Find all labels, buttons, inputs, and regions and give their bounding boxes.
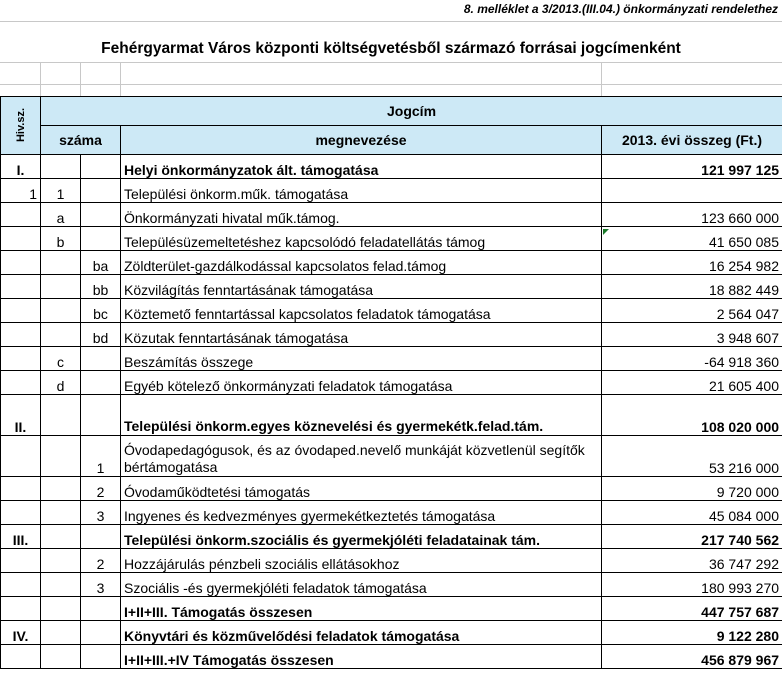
row-szama-1: b bbox=[41, 227, 81, 251]
table-row bbox=[1, 549, 782, 573]
table-row bbox=[1, 621, 782, 645]
table-row bbox=[1, 227, 782, 251]
row-szama-2: bc bbox=[81, 299, 121, 323]
row-megnevezes: Zöldterület-gazdálkodással kapcsolatos felad.támog bbox=[121, 251, 602, 275]
row-szama-2 bbox=[81, 155, 121, 179]
row-szama-1 bbox=[41, 645, 81, 669]
row-osszeg: 217 740 562 bbox=[602, 525, 782, 549]
row-szama-2 bbox=[81, 227, 121, 251]
row-megnevezes: Településüzemeltetéshez kapcsolódó feladatellátás támog bbox=[121, 227, 602, 251]
row-szama-1 bbox=[41, 621, 81, 645]
row-osszeg: 108 020 000 bbox=[602, 395, 782, 436]
row-szama-2: 3 bbox=[81, 573, 121, 597]
row-megnevezes: Egyéb kötelező önkormányzati feladatok támogatása bbox=[121, 371, 602, 395]
row-osszeg: 447 757 687 bbox=[602, 597, 782, 621]
row-megnevezes: I+II+III.+IV Támogatás összesen bbox=[121, 645, 602, 669]
row-szama-2 bbox=[81, 645, 121, 669]
table-row bbox=[1, 323, 782, 347]
row-szama-2 bbox=[81, 371, 121, 395]
row-megnevezes: I+II+III. Támogatás összesen bbox=[121, 597, 602, 621]
row-szama-2 bbox=[81, 621, 121, 645]
row-megnevezes: Hozzájárulás pénzbeli szociális ellátásokhoz bbox=[121, 549, 602, 573]
row-szama-2 bbox=[81, 203, 121, 227]
row-hivsz bbox=[1, 203, 41, 227]
table-row bbox=[1, 371, 782, 395]
row-osszeg: 2 564 047 bbox=[602, 299, 782, 323]
row-megnevezes: Óvodapedagógusok, és az óvodaped.nevelő munkáját közvetlenül segítők bértámogatása bbox=[121, 436, 602, 477]
row-szama-1 bbox=[41, 155, 81, 179]
row-szama-1 bbox=[41, 597, 81, 621]
table-row bbox=[1, 251, 782, 275]
row-hivsz: IV. bbox=[1, 621, 41, 645]
header-jogcim: Jogcím bbox=[41, 97, 782, 126]
row-szama-2: 2 bbox=[81, 477, 121, 501]
row-szama-1 bbox=[41, 323, 81, 347]
row-osszeg: 41 650 085 bbox=[602, 227, 782, 251]
row-megnevezes: Közutak fenntartásának támogatása bbox=[121, 323, 602, 347]
table-row bbox=[1, 501, 782, 525]
row-hivsz bbox=[1, 371, 41, 395]
row-megnevezes: Közvilágítás fenntartásának támogatása bbox=[121, 275, 602, 299]
row-osszeg: 123 660 000 bbox=[602, 203, 782, 227]
table-row bbox=[1, 597, 782, 621]
row-osszeg: 53 216 000 bbox=[602, 436, 782, 477]
table-row bbox=[1, 347, 782, 371]
row-szama-2 bbox=[81, 597, 121, 621]
row-hivsz bbox=[1, 645, 41, 669]
row-szama-2 bbox=[81, 395, 121, 436]
header-szama: száma bbox=[41, 126, 121, 155]
funding-table bbox=[0, 96, 782, 669]
row-szama-1 bbox=[41, 299, 81, 323]
row-szama-2: ba bbox=[81, 251, 121, 275]
row-megnevezes: Köztemető fenntartással kapcsolatos feladatok támogatása bbox=[121, 299, 602, 323]
comment-marker bbox=[603, 229, 609, 235]
row-megnevezes: Ingyenes és kedvezményes gyermekétkeztetés támogatása bbox=[121, 501, 602, 525]
header-megnevezese: megnevezése bbox=[121, 126, 602, 155]
row-szama-2 bbox=[81, 347, 121, 371]
page-title: Fehérgyarmat Város központi költségvetésből származó forrásai jogcímenként bbox=[101, 40, 681, 57]
row-osszeg: 18 882 449 bbox=[602, 275, 782, 299]
row-hivsz bbox=[1, 597, 41, 621]
row-megnevezes: Könyvtári és közművelődési feladatok támogatása bbox=[121, 621, 602, 645]
row-hivsz bbox=[1, 501, 41, 525]
header-osszeg: 2013. évi összeg (Ft.) bbox=[602, 126, 782, 155]
row-megnevezes: Települési önkorm.egyes köznevelési és gyermekétk.felad.tám. bbox=[121, 395, 602, 436]
row-hivsz bbox=[1, 275, 41, 299]
table-row bbox=[1, 203, 782, 227]
row-szama-1 bbox=[41, 436, 81, 477]
table-row bbox=[1, 275, 782, 299]
row-osszeg: 180 993 270 bbox=[602, 573, 782, 597]
row-hivsz bbox=[1, 477, 41, 501]
row-szama-1 bbox=[41, 573, 81, 597]
row-osszeg: -64 918 360 bbox=[602, 347, 782, 371]
row-osszeg: 121 997 125 bbox=[602, 155, 782, 179]
row-hivsz bbox=[1, 573, 41, 597]
row-megnevezes: Szociális -és gyermekjóléti feladatok támogatása bbox=[121, 573, 602, 597]
annex-note: 8. melléklet a 3/2013.(III.04.) önkormányzati rendelethez bbox=[463, 2, 778, 16]
row-szama-1: c bbox=[41, 347, 81, 371]
row-megnevezes: Települési önkorm.szociális és gyermekjóléti feladatainak tám. bbox=[121, 525, 602, 549]
row-szama-1 bbox=[41, 501, 81, 525]
row-szama-1: d bbox=[41, 371, 81, 395]
row-szama-1 bbox=[41, 525, 81, 549]
row-szama-2: 1 bbox=[81, 436, 121, 477]
row-osszeg: 9 720 000 bbox=[602, 477, 782, 501]
row-osszeg: 45 084 000 bbox=[602, 501, 782, 525]
table-row bbox=[1, 436, 782, 477]
table-row bbox=[1, 525, 782, 549]
table-row bbox=[1, 179, 782, 203]
row-szama-2: bb bbox=[81, 275, 121, 299]
row-hivsz bbox=[1, 323, 41, 347]
row-szama-1: a bbox=[41, 203, 81, 227]
row-hivsz bbox=[1, 347, 41, 371]
row-szama-1 bbox=[41, 477, 81, 501]
row-hivsz bbox=[1, 299, 41, 323]
row-osszeg: 21 605 400 bbox=[602, 371, 782, 395]
row-hivsz: II. bbox=[1, 395, 41, 436]
row-megnevezes: Önkormányzati hivatal műk.támog. bbox=[121, 203, 602, 227]
row-osszeg bbox=[602, 179, 782, 203]
row-szama-1: 1 bbox=[41, 179, 81, 203]
row-hivsz bbox=[1, 436, 41, 477]
row-szama-1 bbox=[41, 549, 81, 573]
row-osszeg: 456 879 967 bbox=[602, 645, 782, 669]
row-hivsz bbox=[1, 251, 41, 275]
row-szama-2 bbox=[81, 179, 121, 203]
row-szama-1 bbox=[41, 251, 81, 275]
row-osszeg: 9 122 280 bbox=[602, 621, 782, 645]
table-row bbox=[1, 573, 782, 597]
row-szama-1 bbox=[41, 395, 81, 436]
row-megnevezes: Óvodaműködtetési támogatás bbox=[121, 477, 602, 501]
row-osszeg: 36 747 292 bbox=[602, 549, 782, 573]
row-megnevezes: Beszámítás összege bbox=[121, 347, 602, 371]
table-row bbox=[1, 477, 782, 501]
row-szama-2: 3 bbox=[81, 501, 121, 525]
row-szama-1 bbox=[41, 275, 81, 299]
row-hivsz bbox=[1, 227, 41, 251]
row-hivsz bbox=[1, 549, 41, 573]
row-hivsz: 1 bbox=[1, 179, 41, 203]
table-row bbox=[1, 299, 782, 323]
row-hivsz: III. bbox=[1, 525, 41, 549]
row-szama-2 bbox=[81, 525, 121, 549]
row-osszeg: 3 948 607 bbox=[602, 323, 782, 347]
row-szama-2: 2 bbox=[81, 549, 121, 573]
table-row bbox=[1, 155, 782, 179]
header-hivsz: Hiv.sz. bbox=[1, 97, 41, 155]
row-megnevezes: Helyi önkormányzatok ált. támogatása bbox=[121, 155, 602, 179]
table-row bbox=[1, 395, 782, 436]
table-row bbox=[1, 645, 782, 669]
row-hivsz: I. bbox=[1, 155, 41, 179]
row-szama-2: bd bbox=[81, 323, 121, 347]
row-megnevezes: Települési önkorm.műk. támogatása bbox=[121, 179, 602, 203]
table-body bbox=[1, 155, 782, 669]
row-osszeg: 16 254 982 bbox=[602, 251, 782, 275]
